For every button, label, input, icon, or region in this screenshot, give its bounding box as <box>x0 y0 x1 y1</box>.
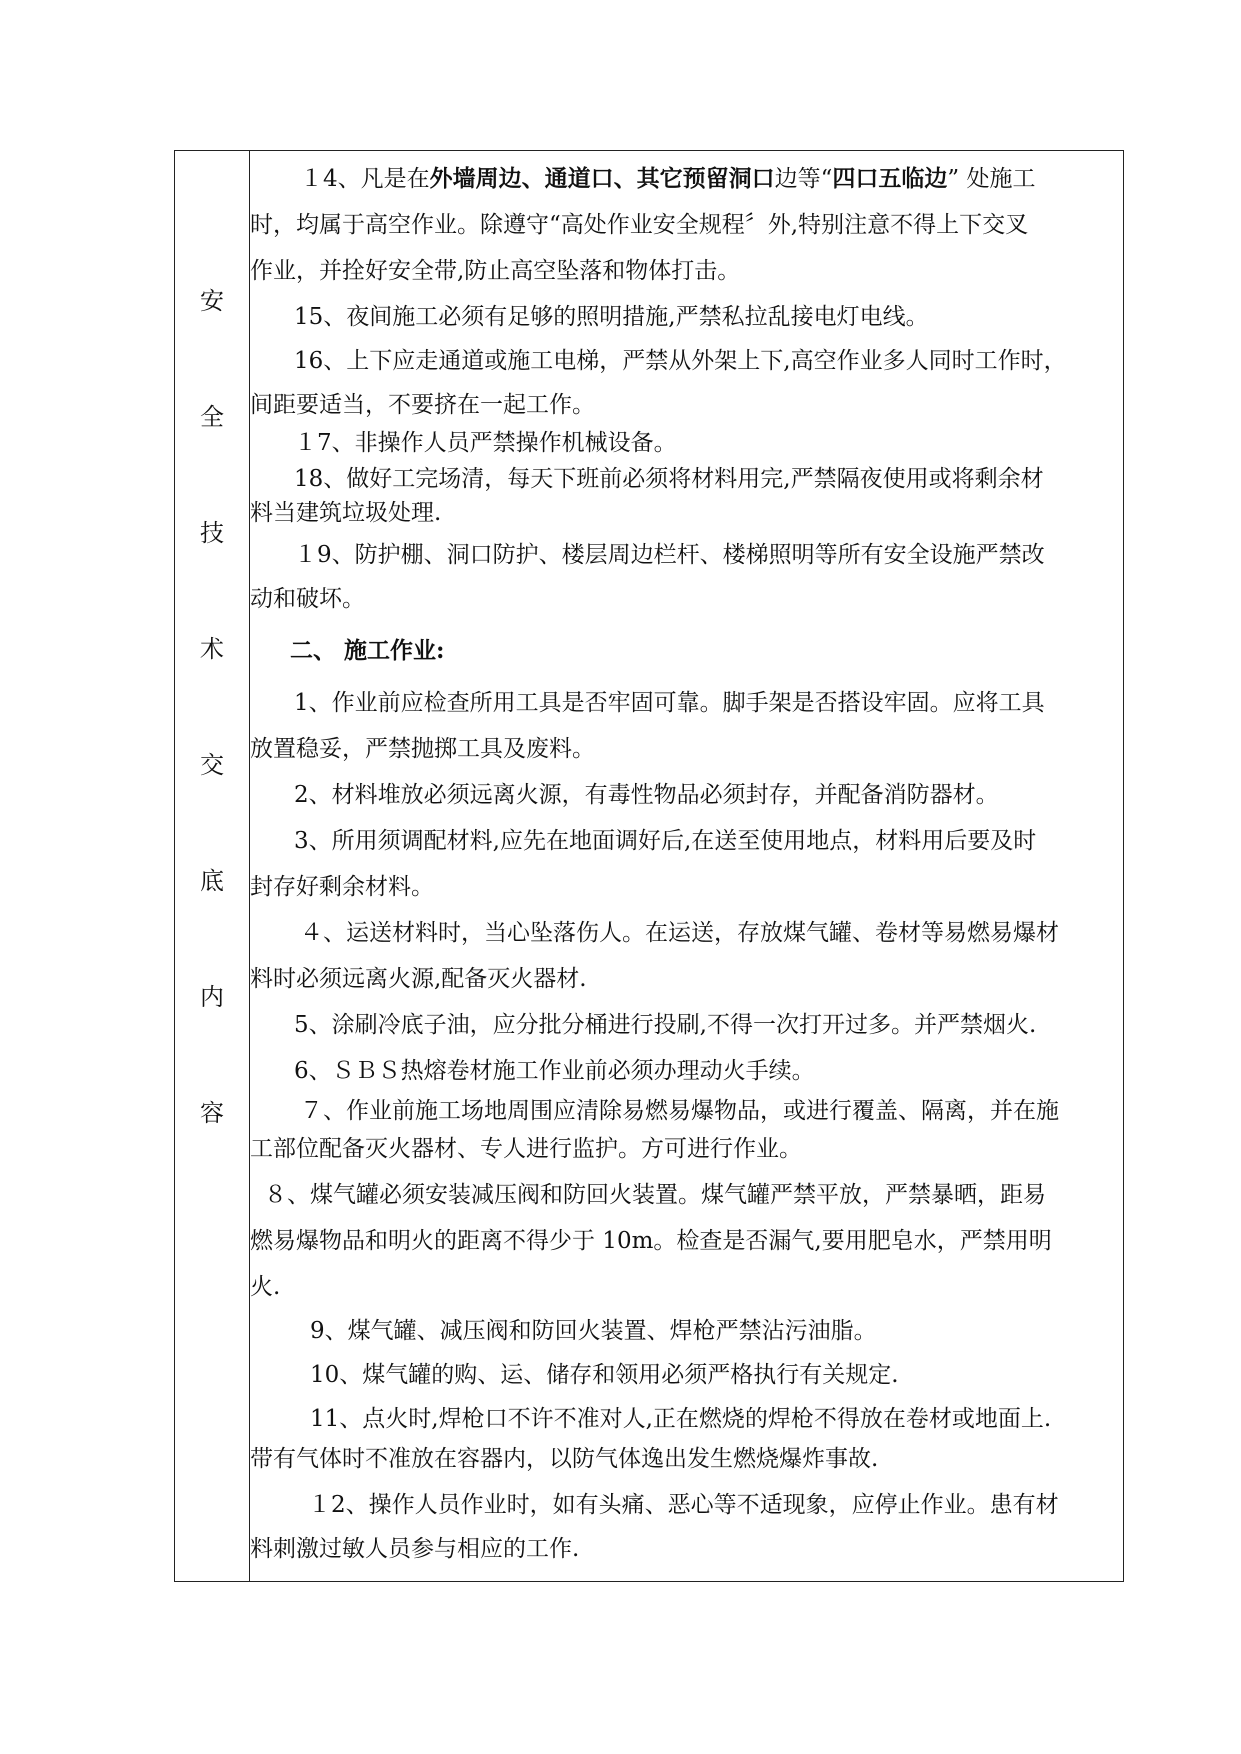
item-14-line-3: 作业，并拴好安全带,防止高空坠落和物体打击。 <box>250 258 741 284</box>
step-4-line-1: ４、运送材料时，当心坠落伤人。在运送，存放煤气罐、卷材等易燃易爆材 <box>300 920 1059 946</box>
side-label-char: 容 <box>200 1099 224 1127</box>
section-heading: 二、 施工作业: <box>290 637 445 664</box>
step-4-line-2: 料时必须远离火源,配备灭火器材. <box>250 966 587 992</box>
step-3-line-2: 封存好剩余材料。 <box>250 874 434 900</box>
item-14-text: ” 处施工 <box>947 166 1036 192</box>
step-2: 2、材料堆放必须远离火源，有毒性物品必须封存，并配备消防器材。 <box>294 782 999 808</box>
side-label-char: 安 <box>200 287 224 315</box>
step-1-line-2: 放置稳妥，严禁抛掷工具及废料。 <box>250 736 595 762</box>
step-5: 5、涂刷冷底子油，应分批分桶进行投刷,不得一次打开过多。并严禁烟火. <box>294 1012 1037 1038</box>
step-12-line-1: １2、操作人员作业时，如有头痛、恶心等不适现象，应停止作业。患有材 <box>308 1492 1059 1518</box>
item-16-line-2: 间距要适当，不要挤在一起工作。 <box>250 392 595 418</box>
item-18-line-1: 18、做好工完场清，每天下班前必须将材料用完,严禁隔夜使用或将剩余材 <box>294 466 1044 492</box>
step-9: 9、煤气罐、减压阀和防回火装置、焊枪严禁沾污油脂。 <box>310 1318 877 1344</box>
side-label-char: 技 <box>200 519 224 547</box>
step-6: 6、ＳＢＳ热熔卷材施工作业前必须办理动火手续。 <box>294 1058 815 1084</box>
step-1-line-1: 1、作业前应检查所用工具是否牢固可靠。脚手架是否搭设牢固。应将工具 <box>294 690 1045 716</box>
step-8-line-3: 火. <box>250 1274 281 1300</box>
item-19-line-1: １9、防护棚、洞口防护、楼层周边栏杆、楼梯照明等所有安全设施严禁改 <box>294 542 1045 568</box>
step-8-line-1: ８、煤气罐必须安装减压阀和防回火装置。煤气罐严禁平放，严禁暴晒，距易 <box>264 1182 1046 1208</box>
item-14-text: 边等“ <box>774 166 833 192</box>
side-label-char: 术 <box>200 635 224 663</box>
step-3-line-1: 3、所用须调配材料,应先在地面调好后,在送至使用地点，材料用后要及时 <box>294 828 1037 854</box>
side-label-char: 全 <box>200 403 224 431</box>
step-11-line-1: 11、点火时,焊枪口不许不准对人,正在燃烧的焊枪不得放在卷材或地面上. <box>310 1406 1052 1432</box>
side-label-char: 底 <box>200 867 224 895</box>
item-15: 15、夜间施工必须有足够的照明措施,严禁私拉乱接电灯电线。 <box>294 304 929 330</box>
step-10: 10、煤气罐的购、运、储存和领用必须严格执行有关规定. <box>310 1362 899 1388</box>
item-19-line-2: 动和破坏。 <box>250 586 365 612</box>
item-14-bold-phrase: 外墙周边、通道口、其它预留洞口 <box>429 165 775 192</box>
step-7-line-1: ７、作业前施工场地周围应清除易燃易爆物品，或进行覆盖、隔离，并在施 <box>300 1098 1059 1124</box>
item-17: １7、非操作人员严禁操作机械设备。 <box>294 430 677 456</box>
item-14-line-2: 时，均属于高空作业。除遵守“高处作业安全规程〞外,特别注意不得上下交叉 <box>250 212 1029 238</box>
side-label-char: 内 <box>200 983 224 1011</box>
item-14-text: １4、凡是在 <box>300 166 430 192</box>
item-18-line-2: 料当建筑垃圾处理. <box>250 500 442 526</box>
step-7-line-2: 工部位配备灭火器材、专人进行监护。方可进行作业。 <box>250 1136 802 1162</box>
item-14-bold-phrase: 四口五临边 <box>832 165 948 192</box>
step-12-line-2: 料刺激过敏人员参与相应的工作. <box>250 1536 580 1562</box>
item-16-line-1: 16、上下应走通道或施工电梯，严禁从外架上下,高空作业多人同时工作时， <box>294 348 1067 374</box>
safety-briefing-table <box>174 150 1124 1582</box>
content-column <box>250 151 1123 1581</box>
step-8-line-2: 燃易爆物品和明火的距离不得少于 10m。检查是否漏气,要用肥皂水，严禁用明 <box>250 1228 1052 1254</box>
item-14-line-1 <box>300 165 1035 193</box>
step-11-line-2: 带有气体时不准放在容器内，以防气体逸出发生燃烧爆炸事故. <box>250 1446 879 1472</box>
side-label-char: 交 <box>200 751 224 779</box>
